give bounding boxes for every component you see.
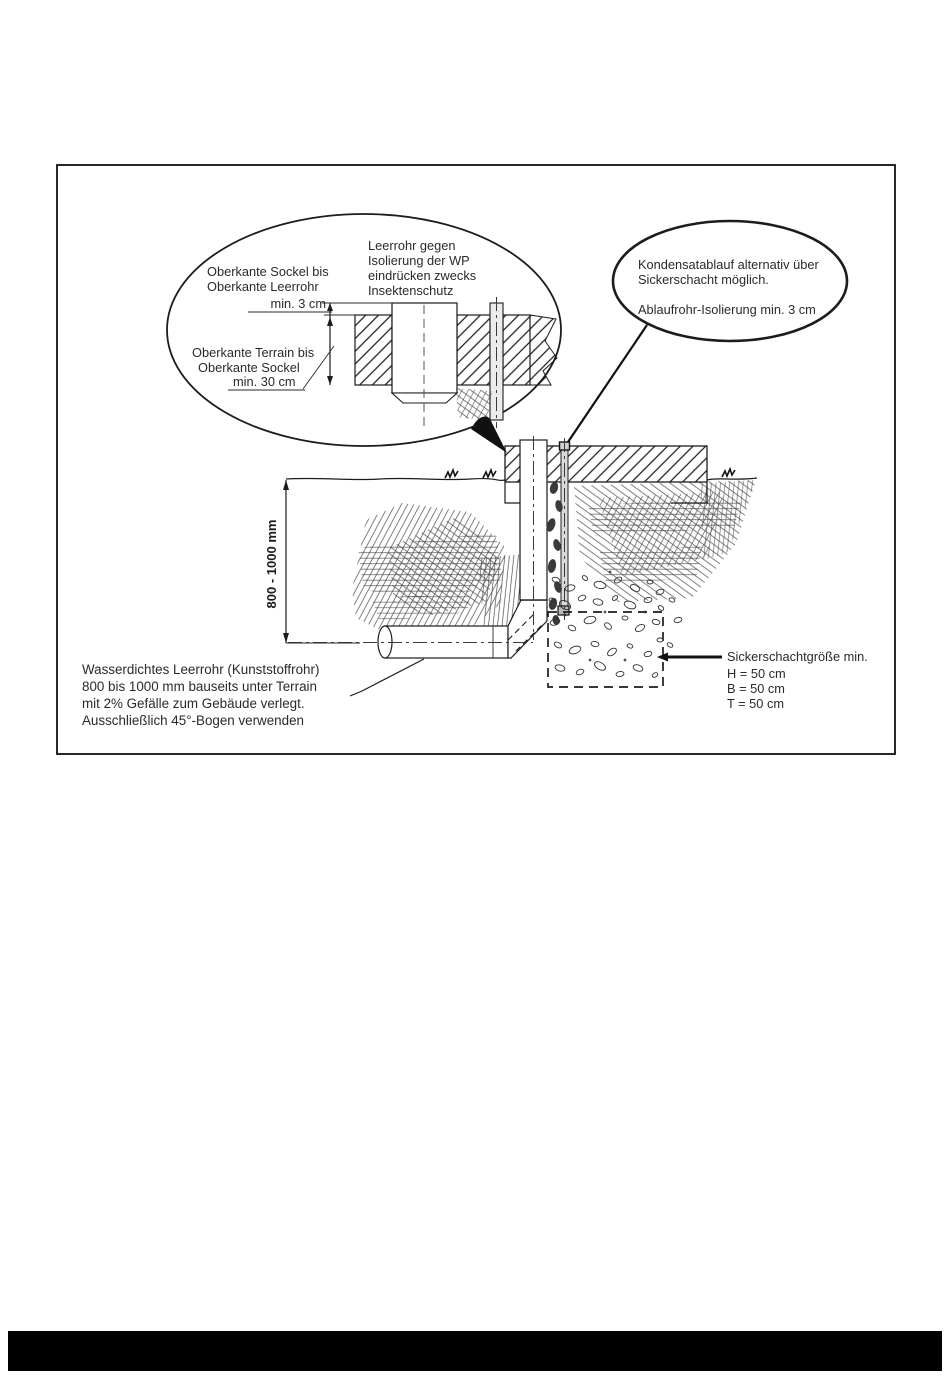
pipe-note-line2: Isolierung der WP [368,253,470,268]
condensate-line2: Sickerschacht möglich. [638,272,769,287]
pipe-note-text-line2: 800 bis 1000 mm bauseits unter Terrain [82,679,317,694]
depth-dimension-label: 800 - 1000 mm [264,519,279,609]
condensate-line3: Ablaufrohr-Isolierung min. 3 cm [638,302,816,317]
pipe-note-text-line1: Wasserdichtes Leerrohr (Kunststoffrohr) [82,662,320,677]
pipe-note-line3: eindrücken zwecks [368,268,477,283]
socle-label-line1: Oberkante Sockel bis [207,264,329,279]
soakaway-b: B = 50 cm [727,681,785,696]
pipe-note-line1: Leerrohr gegen [368,238,456,253]
terrain-dim-label: min. 30 cm [233,374,296,389]
pipe-note-text-line4: Ausschließlich 45°-Bogen verwenden [82,713,304,728]
socle-label-line2: Oberkante Leerrohr [207,279,319,294]
condensate-line1: Kondensatablauf alternativ über [638,257,819,272]
footer-bar [8,1331,942,1371]
terrain-label-line1: Oberkante Terrain bis [192,345,315,360]
pipe-note-line4: Insektenschutz [368,283,454,298]
soakaway-h: H = 50 cm [727,666,786,681]
soakaway-title: Sickerschachtgröße min. [727,649,868,664]
soakaway-t: T = 50 cm [727,696,785,711]
pipe-note-text-line3: mit 2% Gefälle zum Gebäude verlegt. [82,696,305,711]
socle-dim-label: min. 3 cm [270,296,326,311]
terrain-label-line2: Oberkante Sockel [198,360,300,375]
